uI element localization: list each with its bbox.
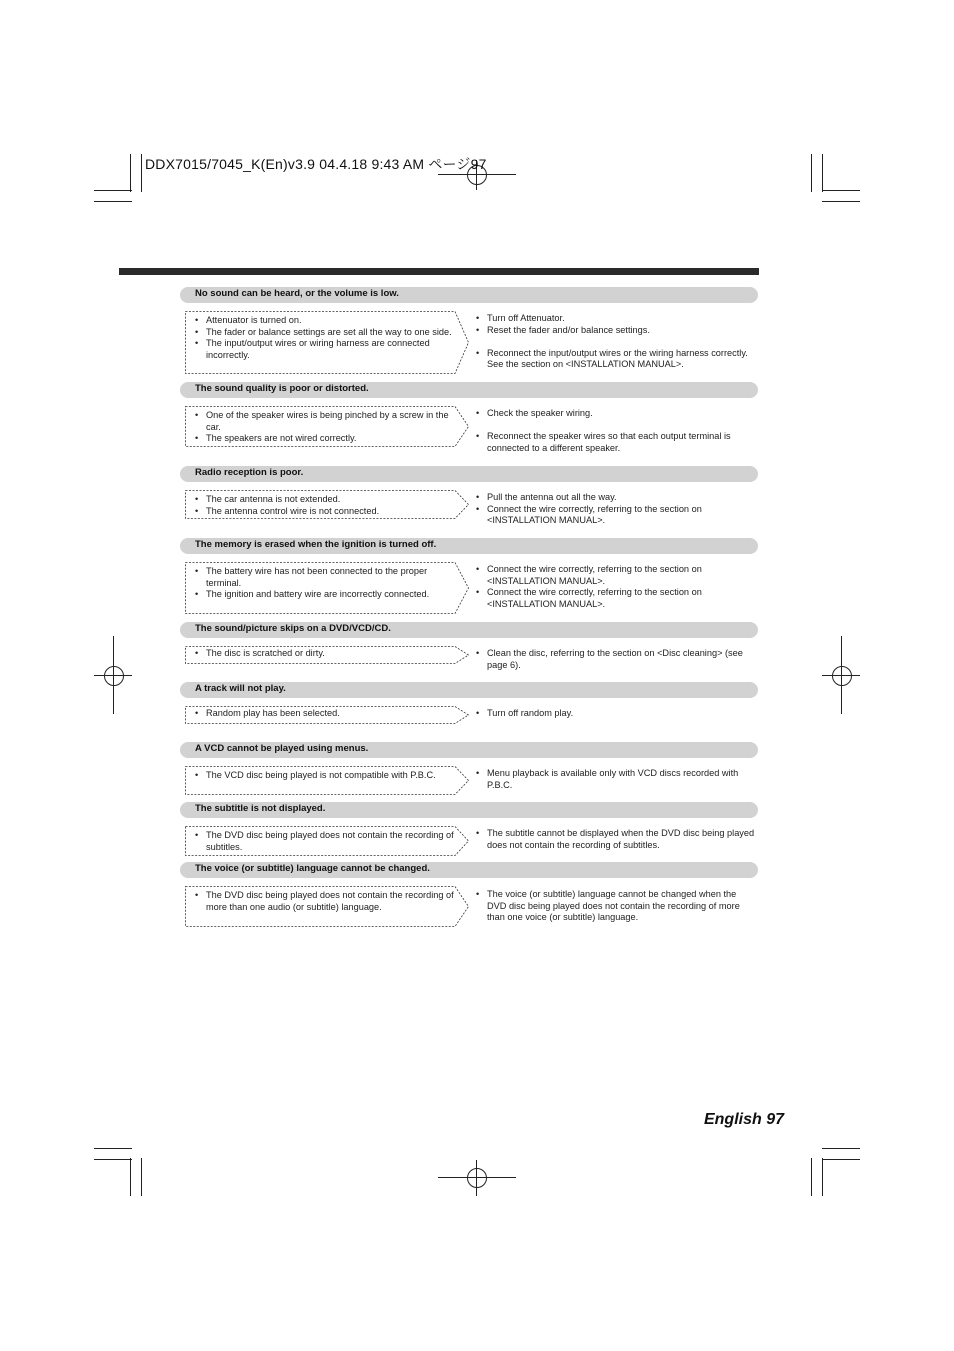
section-title: A VCD cannot be played using menus.: [195, 743, 369, 754]
cause-item: • One of the speaker wires is being pinched by a screw in the car.: [193, 410, 455, 433]
cause-list: [193, 566, 455, 601]
remedy-item: • Connect the wire correctly, referring to the section on <INSTALLATION MANUAL>.: [474, 587, 758, 610]
section-title-bar: [180, 466, 758, 482]
cause-box: [185, 766, 469, 795]
remedy-item: • Clean the disc, referring to the section on <Disc cleaning> (see page 6).: [474, 648, 758, 671]
section-title: The subtitle is not displayed.: [195, 803, 326, 814]
cause-item: • The DVD disc being played does not contain the recording of more than one audio (or subtitle) language.: [193, 890, 455, 913]
remedy-item: • Pull the antenna out all the way.: [474, 492, 758, 504]
cause-list: [193, 830, 455, 853]
remedy-item: • Reconnect the input/output wires or the wiring harness correctly. See the section on <INSTALLATION MANUAL>.: [474, 348, 758, 371]
cause-list: [193, 708, 455, 720]
cause-box: [185, 562, 469, 614]
section-title: The voice (or subtitle) language cannot be changed.: [195, 863, 430, 874]
cause-box: [185, 706, 469, 724]
section-title-bar: [180, 538, 758, 554]
remedy-list: [474, 564, 758, 610]
remedy-list: [474, 492, 758, 527]
cause-list: [193, 890, 455, 913]
cause-item: • The car antenna is not extended.: [193, 494, 455, 506]
section-title-bar: [180, 802, 758, 818]
remedy-item: • Connect the wire correctly, referring to the section on <INSTALLATION MANUAL>.: [474, 504, 758, 527]
cause-list: [193, 410, 455, 445]
section-title: A track will not play.: [195, 683, 286, 694]
cause-box: [185, 311, 469, 374]
cause-box: [185, 406, 469, 447]
remedy-item: • Turn off random play.: [474, 708, 758, 720]
remedy-spacer: [474, 336, 758, 348]
remedy-item: • Turn off Attenuator.: [474, 313, 758, 325]
cause-item: • Attenuator is turned on.: [193, 315, 455, 327]
section-title: Radio reception is poor.: [195, 467, 304, 478]
remedy-item: • The voice (or subtitle) language cannot be changed when the DVD disc being played does not contain the recording of more than one voice (or subtitle) language.: [474, 889, 758, 924]
cause-item: • The VCD disc being played is not compatible with P.B.C.: [193, 770, 455, 782]
section-title: The memory is erased when the ignition is turned off.: [195, 539, 437, 550]
section-title-bar: [180, 622, 758, 638]
cause-list: [193, 770, 455, 782]
remedy-list: [474, 408, 758, 454]
remedy-list: [474, 648, 758, 671]
cause-list: [193, 648, 455, 660]
section-title-bar: [180, 742, 758, 758]
cause-item: • The ignition and battery wire are incorrectly connected.: [193, 589, 455, 601]
remedy-list: [474, 889, 758, 924]
cause-list: [193, 315, 455, 361]
remedy-item: • Connect the wire correctly, referring to the section on <INSTALLATION MANUAL>.: [474, 564, 758, 587]
remedy-item: • Menu playback is available only with VCD discs recorded with P.B.C.: [474, 768, 758, 791]
remedy-list: [474, 768, 758, 791]
cause-list: [193, 494, 455, 517]
top-rule: [119, 268, 759, 275]
cause-item: • The input/output wires or wiring harness are connected incorrectly.: [193, 338, 455, 361]
remedy-item: • Reset the fader and/or balance settings.: [474, 325, 758, 337]
page-number: English 97: [703, 1111, 784, 1128]
section-title-bar: [180, 382, 758, 398]
cause-box: [185, 646, 469, 664]
remedy-item: • Reconnect the speaker wires so that each output terminal is connected to a different speaker.: [474, 431, 758, 454]
remedy-spacer: [474, 420, 758, 432]
remedy-list: [474, 708, 758, 720]
remedy-item: • Check the speaker wiring.: [474, 408, 758, 420]
section-title-bar: [180, 287, 758, 303]
cause-item: • The disc is scratched or dirty.: [193, 648, 455, 660]
remedy-list: [474, 828, 758, 851]
cause-item: • The battery wire has not been connected to the proper terminal.: [193, 566, 455, 589]
cause-item: • The speakers are not wired correctly.: [193, 433, 455, 445]
cause-item: • The antenna control wire is not connected.: [193, 506, 455, 518]
section-title: The sound quality is poor or distorted.: [195, 383, 369, 394]
section-title-bar: [180, 862, 758, 878]
section-title-bar: [180, 682, 758, 698]
section-title: No sound can be heard, or the volume is low.: [195, 288, 399, 299]
cause-box: [185, 826, 469, 856]
section-title: The sound/picture skips on a DVD/VCD/CD.: [195, 623, 391, 634]
remedy-list: [474, 313, 758, 371]
remedy-item: • The subtitle cannot be displayed when the DVD disc being played does not contain the recording of subtitles.: [474, 828, 758, 851]
cause-item: • The fader or balance settings are set all the way to one side.: [193, 327, 455, 339]
cause-item: • Random play has been selected.: [193, 708, 455, 720]
print-slug: DDX7015/7045_K(En)v3.9 04.4.18 9:43 AM ページ97: [145, 156, 487, 172]
cause-box: [185, 490, 469, 519]
cause-item: • The DVD disc being played does not contain the recording of subtitles.: [193, 830, 455, 853]
cause-box: [185, 886, 469, 927]
